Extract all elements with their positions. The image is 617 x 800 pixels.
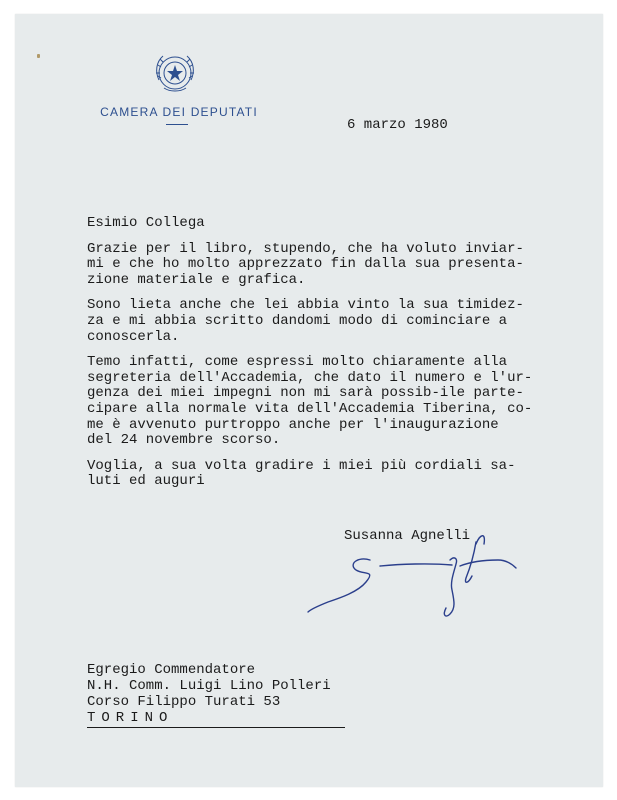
text-line: cipare alla normale vita dell'Accademia Tiberina, co- bbox=[87, 400, 533, 417]
text-line: genza dei miei impegni non mi sarà possib-ile parte- bbox=[87, 385, 524, 402]
paragraph-shyness bbox=[87, 298, 557, 345]
text-line: za e mi abbia scritto dandomi modo di cominciare a bbox=[87, 312, 508, 329]
paragraph-academy bbox=[87, 355, 557, 449]
handwritten-signature bbox=[300, 520, 540, 620]
text-line: Sono lieta anche che lei abbia vinto la sua timidez- bbox=[87, 297, 524, 314]
text-line: me è avvenuto purtroppo anche per l'inaugurazione bbox=[87, 416, 499, 433]
letter-body bbox=[87, 216, 557, 500]
recipient-address bbox=[87, 662, 345, 728]
text-line: conoscerla. bbox=[87, 328, 180, 345]
salutation: Esimio Collega bbox=[87, 215, 205, 231]
paragraph-closing bbox=[87, 459, 557, 490]
address-street: Corso Filippo Turati 53 bbox=[87, 694, 281, 710]
text-line: del 24 novembre scorso. bbox=[87, 432, 281, 449]
address-city: TORINO bbox=[87, 710, 345, 728]
text-line: mi e che ho molto apprezzato fin dalla sua presenta- bbox=[87, 256, 524, 273]
text-line: segreteria dell'Accademia, che dato il numero e l'ur- bbox=[87, 369, 533, 386]
address-honorific: Egregio Commendatore bbox=[87, 662, 256, 678]
paragraph-thanks bbox=[87, 242, 557, 289]
letterhead-institution: CAMERA DEI DEPUTATI bbox=[100, 105, 258, 119]
letterhead-rule bbox=[166, 124, 188, 125]
text-line: zione materiale e grafica. bbox=[87, 271, 306, 288]
text-line: luti ed auguri bbox=[87, 473, 205, 490]
text-line: Grazie per il libro, stupendo, che ha voluto inviar- bbox=[87, 240, 524, 257]
text-line: Temo infatti, come espressi molto chiaramente alla bbox=[87, 354, 508, 371]
italian-republic-emblem-icon bbox=[152, 50, 198, 96]
text-line: Voglia, a sua volta gradire i miei più cordiali sa- bbox=[87, 457, 516, 474]
paper-mark bbox=[37, 54, 40, 58]
signatory-name: Susanna Agnelli bbox=[344, 528, 471, 544]
letter-date: 6 marzo 1980 bbox=[347, 117, 448, 133]
address-name: N.H. Comm. Luigi Lino Polleri bbox=[87, 678, 331, 694]
